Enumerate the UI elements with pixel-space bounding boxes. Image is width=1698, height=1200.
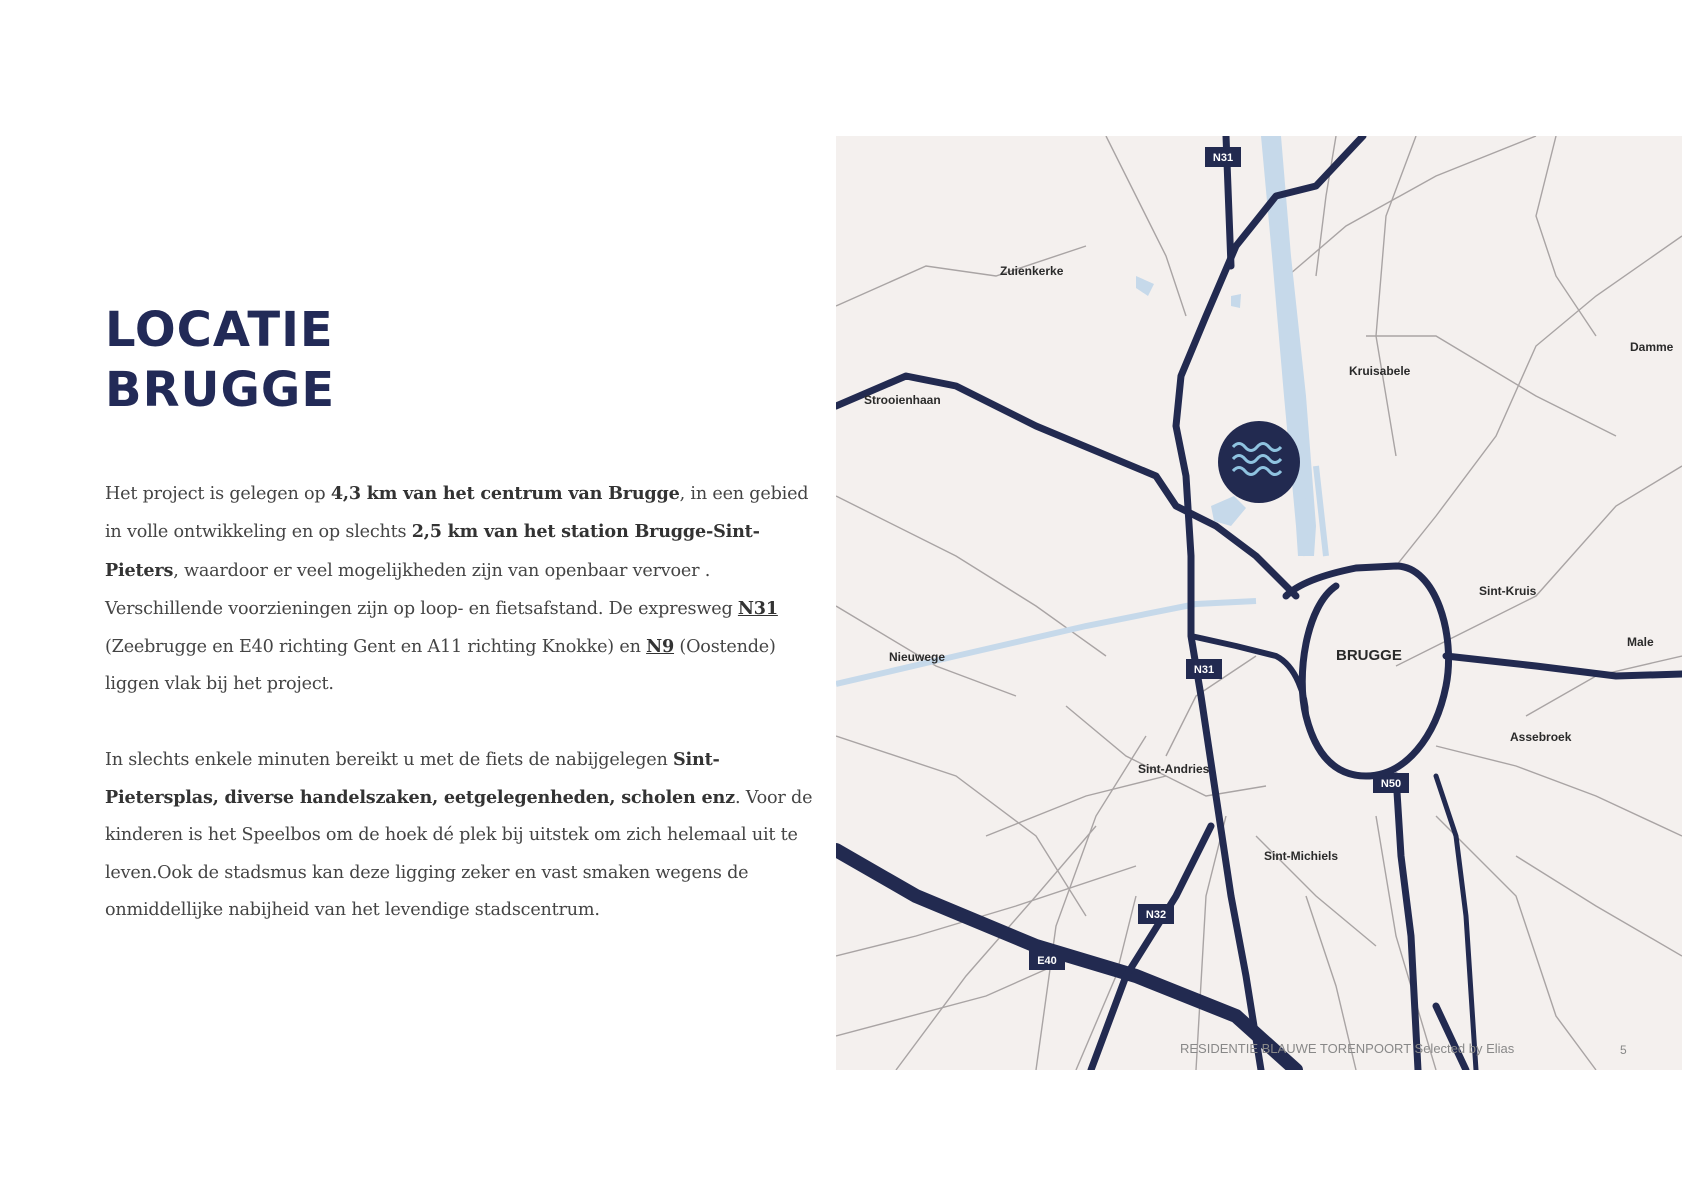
page-title (105, 300, 335, 420)
text-run: . Voor de kinderen is het Speelbos om de hoek dé plek bij uitstek om zich helemaal uit te leven.Ook de stadsmus kan deze ligging zeker en vast smaken wegens de onmiddellijke nabijheid van het levendige stadscentrum. (105, 788, 813, 920)
label-sint-andries: Sint-Andries (1138, 762, 1210, 776)
bold-run: 2,5 km van het station Brugge-Sint-Pieters (105, 521, 760, 581)
badge-n31-mid: N31 (1193, 664, 1215, 676)
text-run: In slechts enkele minuten bereikt u met de fiets de nabijgelegen (105, 749, 674, 770)
label-damme: Damme (1630, 340, 1674, 354)
title-line-2: BRUGGE (105, 362, 336, 418)
bold-run: Sint-Pietersplas, diverse handelszaken, eetgelegenheden, scholen enz (105, 748, 735, 809)
badge-e40: E40 (1037, 955, 1057, 967)
bold-run: 4,3 km van het centrum van Brugge (330, 483, 680, 504)
badge-n32: N32 (1145, 909, 1167, 921)
water-waves-icon (1218, 421, 1300, 503)
text-run: Het project is gelegen op (105, 484, 331, 504)
label-assebroek: Assebroek (1510, 730, 1572, 744)
text-run: (Zeebrugge en E40 richting Gent en A11 richting Knokke) en (105, 637, 647, 658)
label-strooienhaan: Strooienhaan (864, 393, 941, 407)
label-sint-michiels: Sint-Michiels (1264, 849, 1339, 863)
paragraph-1 (105, 475, 820, 704)
page-number: 5 (1620, 1043, 1627, 1057)
footer-text: RESIDENTIE BLAUWE TORENPOORT Selected by Elias (1180, 1041, 1515, 1056)
label-kruisabele: Kruisabele (1349, 364, 1411, 378)
label-male: Male (1627, 635, 1654, 649)
description (105, 475, 820, 966)
badge-n31-top: N31 (1212, 152, 1234, 164)
location-map (836, 136, 1682, 1070)
map-svg (836, 136, 1682, 1070)
text-run: , waardoor er veel mogelijkheden zijn van openbaar vervoer . Verschillende voorzieningen zijn op loop- en fietsafstand. De expresweg (105, 560, 738, 619)
road-reference: N9 (646, 636, 675, 658)
badge-n50: N50 (1380, 778, 1402, 790)
text-run: , in een gebied in volle ontwikkeling en op slechts (105, 484, 809, 543)
text-run: (Oostende) liggen vlak bij het project. (105, 637, 776, 695)
title-line-1: LOCATIE (105, 302, 334, 358)
road-reference: N31 (737, 597, 778, 619)
label-nieuwege: Nieuwege (889, 650, 946, 664)
label-zuienkerke: Zuienkerke (1000, 264, 1064, 278)
label-sint-kruis: Sint-Kruis (1479, 584, 1537, 598)
label-brugge: BRUGGE (1336, 647, 1402, 664)
paragraph-2 (105, 741, 820, 929)
